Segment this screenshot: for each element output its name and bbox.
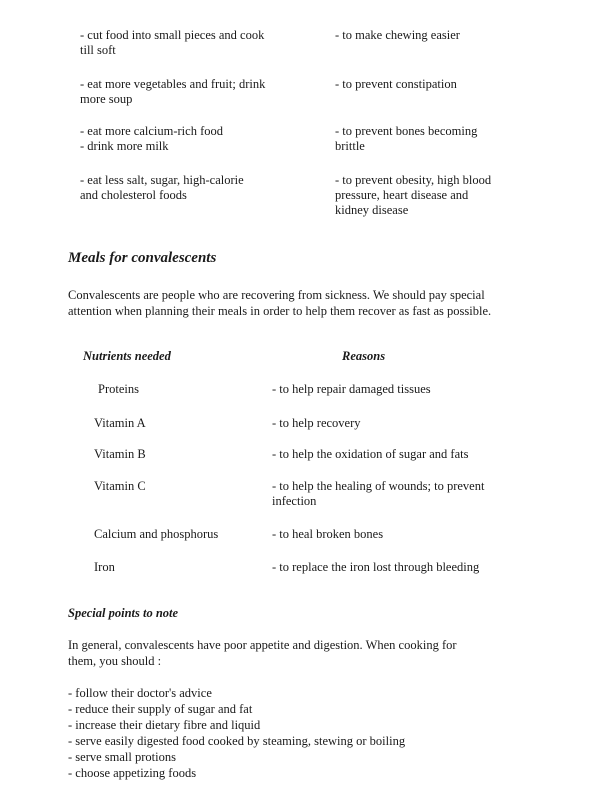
list-item: - reduce their supply of sugar and fat	[68, 702, 253, 716]
advice-action: - eat less salt, sugar, high-calorie and cholesterol foods	[80, 173, 244, 202]
list-item: - choose appetizing foods	[68, 766, 197, 780]
nutrient-reason: - to help recovery	[272, 416, 361, 430]
advice-reason: - to prevent bones becoming brittle	[335, 124, 478, 153]
nutrient-reason: - to help the healing of wounds; to prevent infection	[272, 479, 485, 508]
advice-reason: - to make chewing easier	[335, 28, 460, 42]
list-item: - follow their doctor's advice	[68, 686, 212, 700]
special-points-list	[68, 685, 568, 781]
intro-paragraph: Convalescents are people who are recovering from sickness. We should pay special attention when planning their meals in order to help them recover as fast as possible.	[68, 288, 492, 318]
nutrient-name: Vitamin B	[94, 447, 146, 461]
nutrient-name: Vitamin A	[94, 416, 146, 430]
nutrient-reason: - to help the oxidation of sugar and fats	[272, 447, 469, 461]
nutrient-reason: - to help repair damaged tissues	[272, 382, 431, 396]
column-header-reasons: Reasons	[342, 349, 386, 363]
special-points-intro: In general, convalescents have poor appetite and digestion. When cooking for them, you should :	[68, 638, 457, 668]
list-item: - serve small protions	[68, 750, 176, 764]
nutrient-name: Calcium and phosphorus	[94, 527, 219, 541]
advice-action: - eat more vegetables and fruit; drink more soup	[80, 77, 266, 106]
list-item: - serve easily digested food cooked by steaming, stewing or boiling	[68, 734, 406, 748]
section-heading: Meals for convalescents	[68, 250, 217, 266]
list-item: - increase their dietary fibre and liquid	[68, 718, 261, 732]
advice-action: - eat more calcium-rich food - drink more milk	[80, 124, 223, 153]
nutrient-reason: - to heal broken bones	[272, 527, 384, 541]
nutrient-name: Proteins	[98, 382, 139, 396]
special-points-heading: Special points to note	[68, 606, 179, 620]
nutrient-reason: - to replace the iron lost through bleeding	[272, 560, 480, 574]
advice-reason: - to prevent obesity, high blood pressure, heart disease and kidney disease	[335, 173, 492, 217]
advice-action: - cut food into small pieces and cook till soft	[80, 28, 265, 57]
advice-reason: - to prevent constipation	[335, 77, 457, 91]
nutrient-name: Vitamin C	[94, 479, 146, 493]
nutrient-name: Iron	[94, 560, 115, 574]
column-header-nutrients: Nutrients needed	[83, 349, 171, 363]
